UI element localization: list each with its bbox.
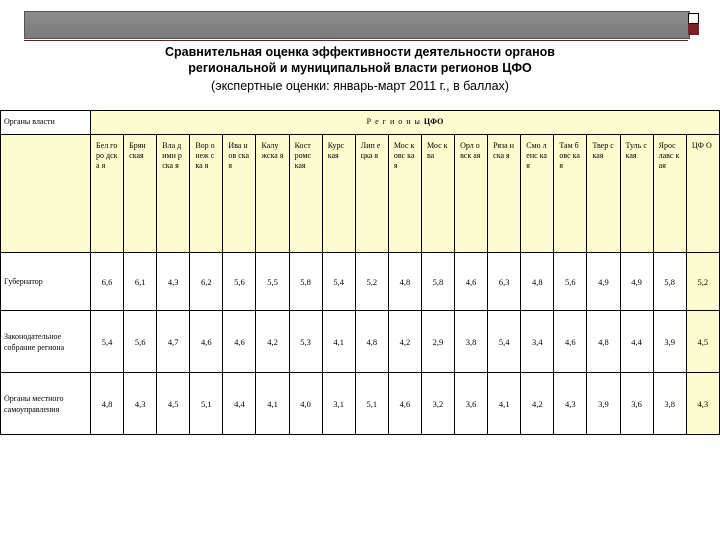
region-name: Курс кая: [327, 141, 344, 160]
region-name: Туль ская: [625, 141, 647, 160]
row-label: Органы местного самоуправления: [1, 373, 91, 435]
divider: [24, 40, 688, 41]
region-header: [554, 135, 587, 253]
score-cell: 6,1: [124, 253, 157, 311]
score-cell: 5,6: [223, 253, 256, 311]
score-cell: 4,6: [554, 311, 587, 373]
score-cell: 4,6: [190, 311, 223, 373]
score-cell: 4,7: [157, 311, 190, 373]
score-cell: 5,5: [256, 253, 289, 311]
score-cell: 6,2: [190, 253, 223, 311]
region-name: Кост ромс кая: [294, 141, 312, 170]
score-cell: 3,4: [521, 311, 554, 373]
region-header: [521, 135, 554, 253]
region-header: [686, 135, 719, 253]
region-header: [322, 135, 355, 253]
score-cell: 4,0: [289, 373, 322, 435]
score-cell: 3,6: [620, 373, 653, 435]
page-subtitle: (экспертные оценки: январь-март 2011 г., в баллах): [211, 79, 509, 93]
score-cell: 4,6: [223, 311, 256, 373]
score-cell: 4,8: [388, 253, 421, 311]
score-cell: 5,1: [190, 373, 223, 435]
score-cell: 4,3: [124, 373, 157, 435]
region-header: [223, 135, 256, 253]
score-cell: 4,1: [322, 311, 355, 373]
region-name: Бел горо дска я: [96, 141, 118, 170]
table-row: [1, 311, 720, 373]
score-cell: 5,8: [289, 253, 322, 311]
score-cell: 4,5: [686, 311, 719, 373]
region-header: [256, 135, 289, 253]
score-cell: 3,1: [322, 373, 355, 435]
top-banner: [24, 11, 690, 39]
region-header: [620, 135, 653, 253]
score-cell: 4,1: [256, 373, 289, 435]
banner-square-icon: [688, 24, 699, 35]
score-cell: 3,2: [421, 373, 454, 435]
score-cell: 6,3: [488, 253, 521, 311]
region-name: Лип ецка я: [360, 141, 381, 160]
score-cell: 4,3: [686, 373, 719, 435]
page-title-line2: региональной и муниципальной власти регионов ЦФО: [188, 61, 532, 75]
region-name: Орл овск ая: [460, 141, 481, 160]
score-cell: 5,4: [91, 311, 124, 373]
regions-group-suffix: ЦФО: [423, 117, 444, 126]
score-cell: 4,3: [554, 373, 587, 435]
score-cell: 4,6: [388, 373, 421, 435]
row-label: Законодательное собрание региона: [1, 311, 91, 373]
score-cell: 4,4: [620, 311, 653, 373]
region-header: [289, 135, 322, 253]
score-cell: 4,5: [157, 373, 190, 435]
region-header: [653, 135, 686, 253]
banner-square-icon: [688, 13, 699, 24]
score-cell: 5,8: [421, 253, 454, 311]
region-name: Там бовс кая: [559, 141, 580, 170]
region-header: [587, 135, 620, 253]
region-header: [421, 135, 454, 253]
ratings-table: [0, 110, 720, 435]
score-cell: 4,9: [587, 253, 620, 311]
region-header: [91, 135, 124, 253]
region-name: Вла дими рска я: [162, 141, 182, 170]
score-cell: 3,9: [653, 311, 686, 373]
score-cell: 5,3: [289, 311, 322, 373]
corner-label: Органы власти: [1, 111, 91, 135]
score-cell: 3,9: [587, 373, 620, 435]
score-cell: 5,6: [554, 253, 587, 311]
region-name: Ярос лавс кая: [658, 141, 680, 170]
score-cell: 3,6: [455, 373, 488, 435]
score-cell: 3,8: [653, 373, 686, 435]
score-cell: 4,2: [256, 311, 289, 373]
score-cell: 4,1: [488, 373, 521, 435]
region-header: [190, 135, 223, 253]
score-cell: 3,8: [455, 311, 488, 373]
region-name: ЦФ О: [691, 141, 712, 150]
score-cell: 4,8: [91, 373, 124, 435]
regions-group-prefix: Р е г и о н ы: [366, 117, 421, 126]
score-cell: 4,8: [521, 253, 554, 311]
region-header: [488, 135, 521, 253]
region-name: Брян ская: [129, 141, 146, 160]
score-cell: 4,8: [587, 311, 620, 373]
score-cell: 5,1: [355, 373, 388, 435]
table-row: [1, 373, 720, 435]
score-cell: 5,6: [124, 311, 157, 373]
region-name: Мос ква: [426, 141, 448, 160]
score-cell: 4,3: [157, 253, 190, 311]
region-name: Твер ская: [592, 141, 614, 160]
regions-group-header: [91, 111, 720, 135]
region-name: Смо ленс кая: [526, 141, 547, 170]
score-cell: 4,4: [223, 373, 256, 435]
region-header: [355, 135, 388, 253]
region-name: Калу жска я: [261, 141, 284, 160]
empty-header-cell: [1, 135, 91, 253]
region-name: Ива нов ская: [228, 141, 250, 170]
score-cell: 4,8: [355, 311, 388, 373]
region-name: Мос ковс кая: [393, 141, 415, 170]
score-cell: 4,9: [620, 253, 653, 311]
score-cell: 5,8: [653, 253, 686, 311]
page-title-line1: Сравнительная оценка эффективности деятельности органов: [165, 45, 555, 59]
table-row: [1, 253, 720, 311]
region-header: [388, 135, 421, 253]
score-cell: 2,9: [421, 311, 454, 373]
score-cell: 4,2: [388, 311, 421, 373]
score-cell: 6,6: [91, 253, 124, 311]
score-cell: 4,6: [455, 253, 488, 311]
score-cell: 5,2: [355, 253, 388, 311]
score-cell: 5,2: [686, 253, 719, 311]
score-cell: 5,4: [488, 311, 521, 373]
score-cell: 4,2: [521, 373, 554, 435]
region-header: [124, 135, 157, 253]
region-header: [455, 135, 488, 253]
region-name: Ряза нска я: [493, 141, 514, 160]
region-header: [157, 135, 190, 253]
region-name: Вор онеж ска я: [195, 141, 215, 170]
row-label: Губернатор: [1, 253, 91, 311]
score-cell: 5,4: [322, 253, 355, 311]
